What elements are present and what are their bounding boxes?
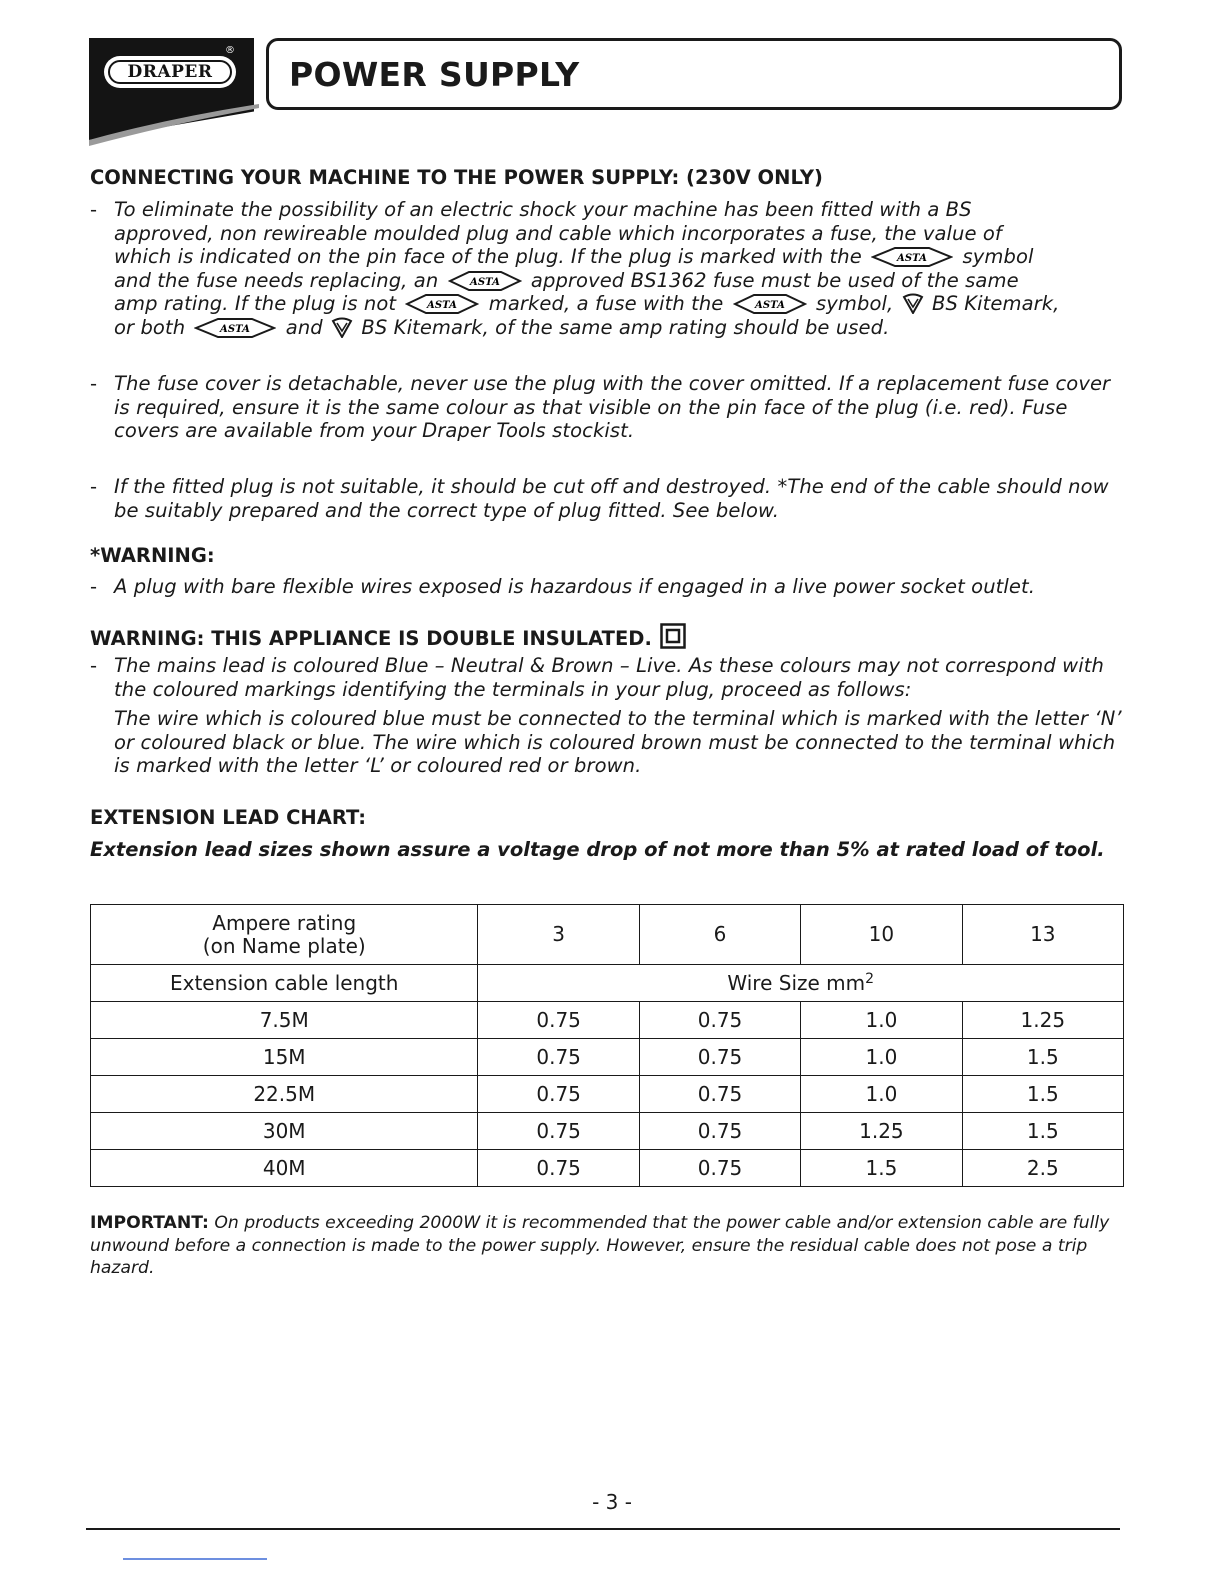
bullet-dash: - xyxy=(90,372,98,395)
length-cell: 40M xyxy=(91,1150,478,1187)
text-line: and the fuse needs replacing, an xyxy=(114,268,439,292)
wire-size-cell: 2.5 xyxy=(962,1150,1123,1187)
bullet-dash: - xyxy=(90,198,98,221)
paragraph-mains-lead xyxy=(90,654,1124,778)
table-row xyxy=(91,1113,1124,1150)
cable-length-header: Extension cable length xyxy=(91,965,478,1002)
paragraph-fuse-cover xyxy=(90,372,1124,443)
heading-connecting: CONNECTING YOUR MACHINE TO THE POWER SUPPLY: (230V ONLY) xyxy=(90,166,823,189)
text-line: To eliminate the possibility of an electric shock your machine has been fitted with a BS xyxy=(114,198,972,221)
table-row xyxy=(91,1150,1124,1187)
amp-value: 3 xyxy=(478,905,639,965)
amp-value: 6 xyxy=(639,905,800,965)
wire-size-cell: 1.25 xyxy=(801,1113,962,1150)
length-cell: 30M xyxy=(91,1113,478,1150)
ampere-rating-label: Ampere rating xyxy=(212,910,357,935)
heading-warning: *WARNING: xyxy=(90,544,215,567)
important-label: IMPORTANT: xyxy=(90,1213,209,1233)
text-line: approved, non rewireable moulded plug and cable which incorporates a fuse, the value of xyxy=(114,221,1002,245)
text-line: marked, a fuse with the xyxy=(488,292,724,316)
wire-size-cell: 1.5 xyxy=(962,1076,1123,1113)
brand-name: DRAPER xyxy=(108,60,232,84)
heading-double-insulated xyxy=(90,623,686,650)
asta-symbol-icon xyxy=(194,318,276,338)
heading-text: WARNING: THIS APPLIANCE IS DOUBLE INSULATED. xyxy=(90,627,652,650)
asta-label: ASTA xyxy=(427,300,458,312)
wire-size-cell: 1.25 xyxy=(962,1002,1123,1039)
asta-label: ASTA xyxy=(220,323,251,335)
text-line: amp rating. If the plug is not xyxy=(114,292,397,316)
wire-size-cell: 0.75 xyxy=(639,1076,800,1113)
paragraph-text: The fuse cover is detachable, never use the plug with the cover omitted. If a replacement fuse cover is required, ensure it is the same colour as that visible on the pin face of the plug (i.e. red). Fuse covers are available from your Draper Tools stockist. xyxy=(114,372,1111,443)
page-title-box xyxy=(266,38,1122,110)
wire-size-cell: 1.5 xyxy=(801,1150,962,1187)
ampere-rating-header xyxy=(91,905,478,965)
asta-symbol-icon xyxy=(405,294,479,314)
paragraph-text: If the fitted plug is not suitable, it should be cut off and destroyed. *The end of the cable should now be suitably prepared and the correct type of plug fitted. See below. xyxy=(114,475,1109,522)
bullet-dash: - xyxy=(90,475,98,498)
wire-size-header xyxy=(478,965,1124,1002)
wire-size-unit-exponent: 2 xyxy=(865,971,875,987)
text-line: which is indicated on the pin face of the plug. If the plug is marked with the xyxy=(114,245,862,269)
extension-chart-subheading: Extension lead sizes shown assure a voltage drop of not more than 5% at rated load of tool. xyxy=(90,838,1105,861)
wire-size-cell: 0.75 xyxy=(478,1039,639,1076)
kitemark-icon xyxy=(902,292,924,314)
length-cell: 7.5M xyxy=(91,1002,478,1039)
amp-value: 13 xyxy=(962,905,1123,965)
length-cell: 22.5M xyxy=(91,1076,478,1113)
table-row xyxy=(91,1039,1124,1076)
paragraph-bare-wires xyxy=(90,575,1124,599)
table-row xyxy=(91,1076,1124,1113)
wire-size-label: Wire Size mm xyxy=(727,971,866,995)
name-plate-label: (on Name plate) xyxy=(202,933,366,958)
page-number: - 3 - xyxy=(592,1490,632,1514)
asta-symbol-icon xyxy=(871,247,953,267)
heading-extension-chart: EXTENSION LEAD CHART: xyxy=(90,806,366,829)
asta-symbol-icon xyxy=(448,271,522,291)
page-title: POWER SUPPLY xyxy=(289,54,580,94)
kitemark-icon xyxy=(331,316,353,338)
text-line: symbol xyxy=(962,245,1034,269)
wire-size-cell: 0.75 xyxy=(639,1113,800,1150)
bullet-dash: - xyxy=(90,654,98,677)
text-line: BS Kitemark, xyxy=(931,292,1060,316)
wire-size-cell: 1.0 xyxy=(801,1076,962,1113)
length-cell: 15M xyxy=(91,1039,478,1076)
footer-link-underline xyxy=(123,1558,267,1560)
important-text: On products exceeding 2000W it is recommended that the power cable and/or extension cable are fully unwound before a connection is made to the power supply. However, ensure the residual cable does not pose a trip hazard. xyxy=(90,1213,1110,1278)
text-line: symbol, xyxy=(816,292,894,316)
paragraph-fitted-plug xyxy=(90,475,1124,522)
asta-symbol-icon xyxy=(733,294,807,314)
wire-size-cell: 0.75 xyxy=(639,1150,800,1187)
wire-size-cell: 0.75 xyxy=(639,1039,800,1076)
text-line: approved BS1362 fuse must be used of the same xyxy=(530,268,1019,292)
wire-size-cell: 1.0 xyxy=(801,1002,962,1039)
paragraph-text: A plug with bare flexible wires exposed is hazardous if engaged in a live power socket outlet. xyxy=(114,575,1036,598)
wire-size-cell: 1.0 xyxy=(801,1039,962,1076)
amp-value: 10 xyxy=(801,905,962,965)
draper-logo xyxy=(104,56,236,88)
footer-divider xyxy=(86,1528,1120,1530)
wire-size-cell: 0.75 xyxy=(478,1002,639,1039)
wire-size-cell: 0.75 xyxy=(639,1002,800,1039)
extension-lead-table xyxy=(90,904,1124,1187)
text-line: BS Kitemark, of the same amp rating should be used. xyxy=(361,315,890,339)
table-row xyxy=(91,1002,1124,1039)
important-note xyxy=(90,1212,1130,1280)
bullet-dash: - xyxy=(90,575,98,598)
wire-size-cell: 0.75 xyxy=(478,1076,639,1113)
asta-label: ASTA xyxy=(754,300,785,312)
asta-label: ASTA xyxy=(469,276,500,288)
double-insulated-icon xyxy=(660,623,686,649)
paragraph-text: The mains lead is coloured Blue – Neutral & Brown – Live. As these colours may not correspond with the coloured markings identifying the terminals in your plug, proceed as follows: xyxy=(114,654,1104,701)
wire-size-cell: 1.5 xyxy=(962,1113,1123,1150)
wire-size-cell: 1.5 xyxy=(962,1039,1123,1076)
table-header-row xyxy=(91,905,1124,965)
wire-size-cell: 0.75 xyxy=(478,1150,639,1187)
registered-mark: ® xyxy=(225,45,235,56)
asta-label: ASTA xyxy=(897,253,928,265)
paragraph-wire-colours: The wire which is coloured blue must be connected to the terminal which is marked with the letter ‘N’ or coloured black or blue. The wire which is coloured brown must be connected to the terminal which is marked with the letter ‘L’ or coloured red or brown. xyxy=(114,707,1122,778)
wire-size-cell: 0.75 xyxy=(478,1113,639,1150)
paragraph-fuse-info xyxy=(90,198,1124,340)
text-line: and xyxy=(285,315,323,339)
table-subheader-row xyxy=(91,965,1124,1002)
text-line: or both xyxy=(114,315,186,339)
